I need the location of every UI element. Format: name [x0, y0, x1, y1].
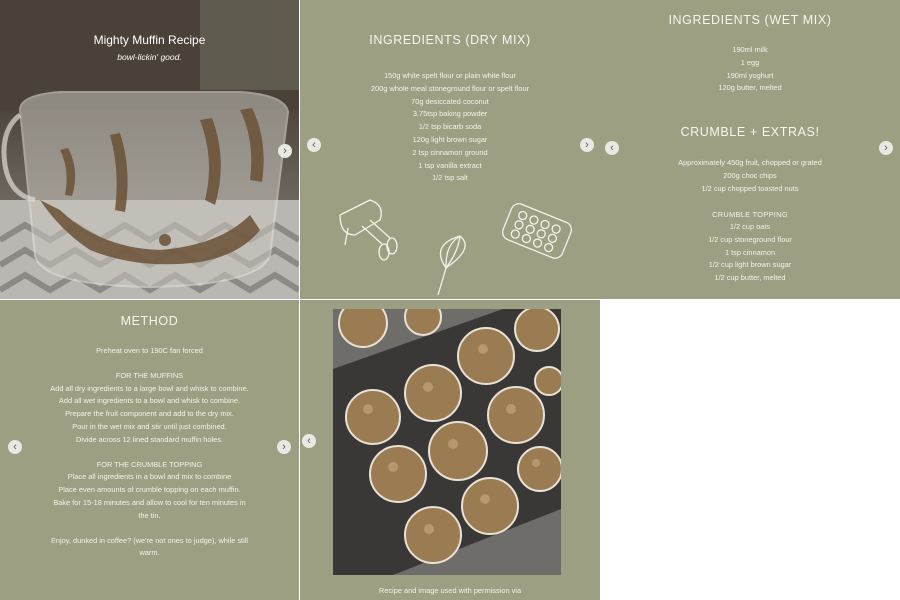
- topping-list: [600, 221, 900, 285]
- mixer-icon: [340, 200, 397, 260]
- list-item: Place even amounts of crumble topping on each muffin.: [58, 485, 241, 495]
- slide-wet-ingredients: [600, 0, 900, 299]
- chevron-left-icon: ‹: [312, 139, 316, 151]
- photo-credit: Recipe and image used with permission via: [378, 586, 522, 595]
- list-item: 1 tsp vanilla extract: [418, 160, 482, 170]
- list-item: Prepare the fruit component and add to the dry mix.: [65, 409, 234, 419]
- muffins-subheading: FOR THE MUFFINS: [115, 370, 184, 380]
- next-slide-button[interactable]: [580, 138, 594, 152]
- list-item: 1/2 cup stoneground flour: [708, 234, 792, 244]
- closing-text: warm.: [139, 548, 160, 558]
- list-item: 200g choc chips: [723, 170, 777, 180]
- list-item: Add all dry ingredients to a large bowl and whisk to combine.: [50, 383, 249, 393]
- crumble-subheading: FOR THE CRUMBLE TOPPING: [96, 459, 203, 469]
- list-item: 1/2 cup chopped toasted nuts: [701, 183, 799, 193]
- chevron-right-icon: ›: [884, 142, 888, 154]
- recipe-title: Mighty Muffin Recipe: [93, 33, 206, 47]
- prev-slide-button[interactable]: [302, 434, 316, 448]
- list-item: Divide across 12 lined standard muffin holes.: [76, 434, 223, 444]
- method-heading: METHOD: [120, 314, 179, 328]
- list-item: 120g butter, melted: [718, 83, 782, 93]
- list-item: 1 tsp cinnamon: [724, 247, 776, 257]
- list-item: 1/2 tsp bicarb soda: [418, 122, 482, 132]
- list-item: 3.75tsp baking powder: [412, 109, 488, 119]
- list-item: 190ml milk: [732, 45, 768, 54]
- empty-area: [600, 300, 900, 600]
- crumble-heading: CRUMBLE + EXTRAS!: [680, 125, 820, 139]
- prev-slide-button[interactable]: [605, 141, 619, 155]
- list-item: 2 tsp cinnamon ground: [412, 147, 488, 157]
- next-slide-button[interactable]: [879, 141, 893, 155]
- next-slide-button[interactable]: [278, 144, 292, 158]
- chevron-right-icon: ›: [283, 145, 287, 157]
- list-item: 190ml yoghurt: [726, 70, 774, 80]
- list-item: Pour in the wet mix and stir until just combined.: [72, 421, 227, 431]
- list-item: Approximately 450g fruit, chopped or grated: [678, 158, 822, 167]
- prev-slide-button[interactable]: [307, 138, 321, 152]
- list-item: 200g whole meal stoneground flour or spelt flour: [370, 83, 530, 93]
- list-item: 1/2 cup oats: [729, 222, 771, 231]
- slide-method: [0, 300, 299, 600]
- list-item: 1/2 cup butter, melted: [714, 273, 786, 283]
- chevron-left-icon: ‹: [13, 441, 17, 453]
- next-slide-button[interactable]: [277, 440, 291, 454]
- chevron-right-icon: ›: [282, 441, 286, 453]
- closing-text: Enjoy, dunked in coffee? (we're not ones to judge), while still: [50, 535, 249, 545]
- slide-bowl-photo: [0, 0, 299, 299]
- wet-heading: INGREDIENTS (WET MIX): [668, 13, 832, 27]
- list-item: 70g desiccated coconut: [411, 96, 489, 106]
- crumble-topping-heading: CRUMBLE TOPPING: [712, 210, 788, 219]
- method-body: [0, 345, 299, 560]
- slide-dry-ingredients: [300, 0, 600, 299]
- muffin-photo: [333, 309, 561, 575]
- chevron-left-icon: ‹: [307, 435, 311, 447]
- dry-heading: INGREDIENTS (DRY MIX): [369, 33, 531, 47]
- slide-muffin-photo: [300, 300, 600, 600]
- extras-list: [600, 157, 900, 195]
- preheat-text: Preheat oven to 190C fan forced: [96, 346, 203, 355]
- wet-ingredient-list: [600, 44, 900, 95]
- list-item: Bake for 15-18 minutes and allow to cool for ten minutes in: [53, 497, 246, 507]
- recipe-tagline: bowl-lickin' good.: [117, 52, 182, 62]
- chevron-left-icon: ‹: [610, 142, 614, 154]
- chevron-right-icon: ›: [585, 139, 589, 151]
- muffin-tray-icon: [500, 201, 574, 260]
- list-item: 120g light brown sugar: [412, 134, 488, 144]
- whisk-icon: [438, 236, 465, 295]
- list-item: Place all ingredients in a bowl and mix to combine: [67, 472, 232, 482]
- list-item: the tin.: [138, 510, 161, 520]
- prev-slide-button[interactable]: [8, 440, 22, 454]
- list-item: 1 egg: [740, 57, 760, 67]
- list-item: 1/2 tsp salt: [432, 173, 468, 183]
- kitchen-illustrations: [300, 0, 600, 299]
- list-item: Add all wet ingredients to a bowl and whisk to combine.: [58, 396, 241, 406]
- list-item: 1/2 cup light brown sugar: [708, 260, 792, 270]
- list-item: 150g white spelt flour or plain white flour: [384, 71, 516, 80]
